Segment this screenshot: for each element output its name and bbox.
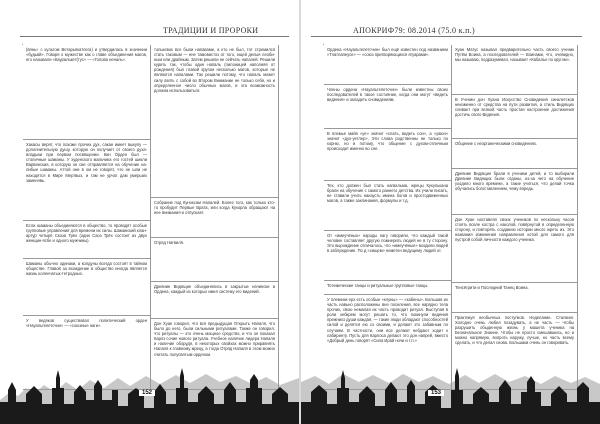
table-cell: Хуан Матус называл предварительно часть своего ученик Путём Воина, а последователей — Воинами, что, очевидно, мы называю, подразумевал, называет «Кабалье по кругом». [452, 45, 578, 95]
table-cell: Тенсёгрити и Последний Танец Воина. [452, 283, 578, 313]
table-cell: Тотемические танцы и ритуальные групповые танцы. [324, 281, 452, 295]
left-page-number: 152 [139, 390, 155, 396]
left-page-header: ТРАДИЦИИ И ПРОРОКИ [163, 26, 259, 35]
table-cell: Если шаманы объединяются в общество, то проводят особые групповые управления для времени их силы. Шаманский клан-артур четырё Скоза Трёх (один Саоз Трёх состоит из двух женщин-ясбе и одного мужчины). [23, 221, 151, 259]
table-cell: Древние Видящие брали в ученики детей, и то выбирали Древние Видящих были отданы, из-за чего на обучение уходило много времени, а такие учиться, что делай точка обучались богоставлением, чему впредь. [452, 169, 578, 215]
table-cell: Хакасы верят, что похоже прочих дух, сакан имеет выкупу — дополнительную душу, которую он получает от своего духа-владыки при первом посвящении. Кин Орден был — столичные шаманы. У худенского мальчика его гостей шикли Варвинская, в которую он сие отправляется на обучение на-либые шаманы. Аттой они в ом не говорят, что не шли не находятся в Мире Мертвых, и там не урчат дам умерших заменявь. [23, 140, 151, 221]
table-cell: От «имеучёных» народы нагу говорили, что каждый такой человек составляет другую помнерить людей не в ту сторону. Это вырождение отличалось, что «имеучёные» входили людей в заблуждение. По д «хищем» неметен ведущему людей от. [324, 231, 452, 281]
right-comparison-table [323, 44, 574, 346]
table-cell: В Учении дон Хуана Искусство Сновидения синклетсков неизменно от средства на пути развития, а стиль Видящих сливает при всякой часть простая настроение достижения достичь свого Видения. [452, 95, 578, 139]
right-page [301, 0, 600, 424]
table-cell: Общение с неорганическими сновидениях. [452, 139, 578, 169]
city-skyline-decoration [301, 330, 600, 424]
table-cell: Тех, кто должен был стать нагвальма, жрецы Кукулькана брали на обучение с самого раннего детства. Их учили писать, не ставили учить наизусть имена богов и простодвиженных магов, а также заклинания, формулы и т.д. [324, 181, 452, 231]
table-cell: (вянь» с культом Ветарьякатлега) и утвердилась в значении «будьвй». Говоря о мужестве как о главе объединения магов, его называли «Кауралькет(тус» — «Голова неналь». [23, 45, 151, 140]
table-cell: У племени ерх есть особые «клуны» — «кабены». Большая их часть навьно расположены вне поселения, все нарядно тела прочих, свою немалая их часть проводит ритуал. Выступая в роли хебкрем могут решать то, что покинули видения прежнихз души каждая, — такие люди обладают способностей силой и делятся ею со своими, и делают это забавным по случаям. В частности, они все делают небдают ходит к лабиринту. Пусть для Карлоса делают это дон напрей, вместо «Добрый день говорят «Сила Ирай ночи и т.п.» [324, 295, 452, 390]
table-cell: Шаманы обычно одинаки, а колдуны всегда состоят в тайном обществе. Главой за вхождение в общество иногда является жизнь коленчатых-тетродных. [23, 259, 151, 316]
table-cell: Члены ордена «Науальтепетсчин» были известны своих последователей в такое состояние, когда они могут «видеть видения» и окладеть сновидениям. [324, 85, 452, 129]
left-comparison-table [22, 44, 275, 357]
right-page-header: АПОКРИФ79: 08.2014 (75.0 к.п.) [353, 26, 475, 35]
city-skyline-decoration [0, 330, 299, 424]
left-page [0, 0, 299, 424]
table-cell: Отряд Нагвиля. [151, 238, 279, 282]
table-cell: Практикуя необычных поступков. Неделание. Сталкинг. Холодно очень любил позадувать, а не часть — чтобы разрушить обыденную жизнь у машета ученика на Безначальное Знание. Чтобы не просто смешавшись, но и можно напрямую, вопроть наружу, лучше, но часть всему сделать, и что делал снова. Большаки очень он говоривать. [452, 313, 578, 390]
table-cell: У ведяков существовал политический орден «Науальтепетсчин» — «союзные наги». [23, 316, 151, 390]
table-cell: Собрание под Куноксам Напалей. Более того, как только кто-то пробудит Первые Врата, или когда Кукорла обращают на нее внимания и отпускает. [151, 198, 279, 238]
right-header-rule [311, 36, 582, 37]
table-cell: Дон Хуан наставлял своих учеников по нескольку часов стоять возле костра с изколой, повёрнутой в определенную сторону, и повторять созданию истории много жреть из. Это названия изменения направления хотой для самого для пустрой собой личности каждого ученика. [452, 215, 578, 283]
table-cell: толькевок все были напавами, а кто не был, тот стремился стать таковым — ене тамовистоз от того, ещей делыя леоби-ным или драйным. Затем решили не сейчать напалей. Решили курить так, чтобы один напаль (пилоницей наполняя от рождения) был главой кругом несколько магов, которые не являются напалами. Так решили потому, что напаль может силу взять с собой во Втором Внимание не только себя, но и определенное число обычных магов, и эта возможность должна использоваться. [151, 45, 279, 198]
table-cell: Древние Видящие объединялись в закрытые начински и Ордена, каждый из которых имел систему его видений. [151, 282, 279, 319]
left-header-rule [20, 36, 289, 37]
table-cell: Дон Хуан говорил, что вся предыдущая Открыть Напаля, что было до него, были сильными ритуалами. Также он говорил, что ритуалы — это очень мощное средство, и что он показал Карлз сочие нового ритуала. Учебное наличие лидера Напаля и наличие оборудя, в некоторых свойхах можно приравнять Напаля к главному жрецу, а тогда Отряд Напаля в этом можно считать полусвятым орденом. [151, 319, 279, 390]
table-cell: В племье майя «уе» значит «спать, видеть сон», а «уаюн» значит «дух-уетлер». Эти слова родственны не только по корню, но и потому, что общение с духом-отличным происходит именно во сне. [324, 129, 452, 181]
right-page-number: 153 [428, 390, 444, 396]
table-cell: Ордена «Науальтепетсчин» был ещё известен под названием «Тлатлапеусе» — «союз притворяющихся ягуарами». [324, 45, 452, 85]
